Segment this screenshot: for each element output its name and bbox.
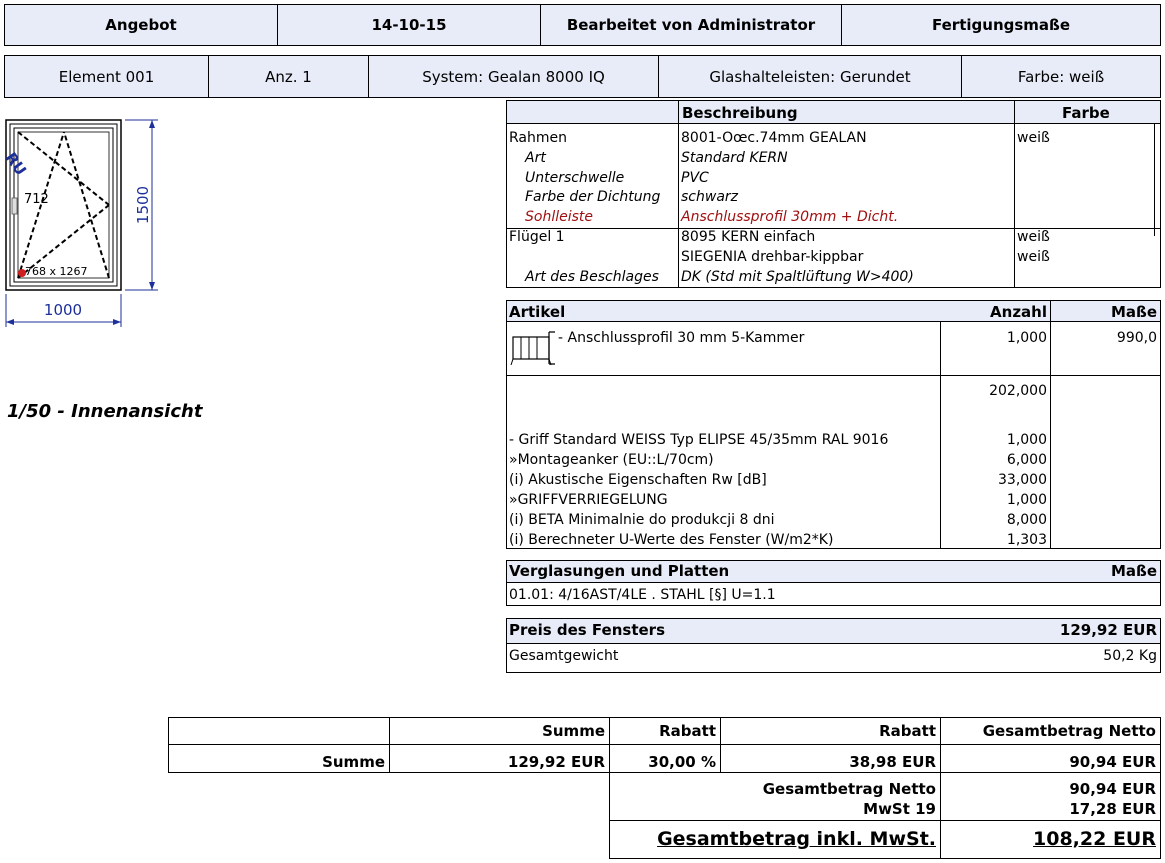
articles-row-rule (507, 375, 1160, 376)
desc-value-art-beschlag: DK (Std mit Spaltlüftung W>400) (681, 269, 914, 285)
header-measure-text: Fertigungsmaße (932, 16, 1070, 34)
desc-value-dichtung: schwarz (681, 189, 738, 205)
desc-label-fluegel: Flügel 1 (509, 229, 565, 245)
width-arrow-left-icon (6, 319, 14, 325)
info-glazing-beads-text: Glashalteleisten: Gerundet (709, 67, 911, 86)
article-item-beta-qty: 8,000 (1006, 512, 1047, 528)
summary-rabatt-pct: 30,00 % (648, 753, 716, 771)
header-date-text: 14-10-15 (371, 16, 447, 34)
summary-net: 90,94 EUR (1069, 753, 1156, 771)
glazing-title: Verglasungen und Platten (509, 562, 730, 580)
header-date (278, 5, 541, 45)
article-item-beta: (i) BETA Minimalnie do produkcji 8 dni (509, 512, 775, 528)
desc-label-sohlleiste: Sohlleiste (525, 209, 594, 225)
summary-col-rabatt-pct: Rabatt (659, 722, 716, 740)
article-item-griff: - Griff Standard WEISS Typ ELIPSE 45/35mm RAL 9016 (509, 432, 889, 448)
header-editor (541, 5, 842, 45)
desc-color-fluegel: weiß (1017, 229, 1050, 245)
price-label: Preis des Fensters (509, 621, 666, 639)
totals-net-value: 90,94 EUR (1069, 780, 1156, 798)
weight-label: Gesamtgewicht (509, 648, 619, 664)
profile-name: - Anschlussprofil 30 mm 5-Kammer (558, 330, 805, 346)
desc-label-art: Art (525, 150, 546, 166)
description-col-rule-3 (1154, 123, 1155, 236)
summary-row-label: Summe (322, 753, 385, 771)
articles-col-size: Maße (1110, 303, 1157, 321)
article-item-anker-qty: 6,000 (1006, 452, 1047, 468)
width-arrow-right-icon (113, 319, 121, 325)
desc-value-art: Standard KERN (681, 150, 788, 166)
glazing-value: 01.01: 4/16AST/4LE . STAHL [§] U=1.1 (509, 587, 776, 603)
summary-col-net: Gesamtbetrag Netto (982, 722, 1156, 740)
header-offer (5, 5, 278, 45)
summary-col-sum: Summe (542, 722, 605, 740)
desc-color-beschlag: weiß (1017, 249, 1050, 265)
article-item-uwert-qty: 1,303 (1006, 532, 1047, 548)
articles-col-article: Artikel (509, 303, 566, 321)
header-editor-text: Bearbeitet von Administrator (566, 16, 816, 34)
articles-total-qty: 202,000 (989, 383, 1047, 399)
totals-gross-label: Gesamtbetrag inkl. MwSt. (657, 828, 936, 850)
totals-vat-label: MwSt 19 (863, 800, 936, 818)
totals-vat-value: 17,28 EUR (1069, 800, 1156, 818)
info-element (5, 56, 209, 97)
article-item-anker: »Montageanker (EU::L/70cm) (509, 452, 714, 468)
desc-label-art-beschlag: Art des Beschlages (525, 269, 659, 285)
height-arrow-top-icon (149, 120, 155, 128)
article-item-verriegelung-qty: 1,000 (1006, 492, 1047, 508)
summary-header-rule (169, 744, 1160, 745)
article-item-griff-qty: 1,000 (1006, 432, 1047, 448)
summary-sum: 129,92 EUR (507, 753, 605, 771)
width-label: 1000 (43, 301, 83, 319)
header-offer-text: Angebot (105, 16, 177, 34)
height-arrow-bottom-icon (149, 282, 155, 290)
description-col-rule-1 (678, 101, 679, 287)
info-qty (209, 56, 369, 97)
profile-icon (510, 328, 558, 368)
article-item-akustik-qty: 33,000 (998, 472, 1047, 488)
description-header-rule (507, 123, 1160, 124)
totals-gross-value: 108,22 EUR (1033, 828, 1156, 850)
desc-value-fluegel: 8095 KERN einfach (681, 229, 816, 245)
desc-value-sohlleiste: Anschlussprofil 30mm + Dicht. (681, 209, 899, 225)
info-system-text: System: Gealan 8000 IQ (422, 67, 605, 86)
article-item-akustik: (i) Akustische Eigenschaften Rw [dB] (509, 472, 767, 488)
summary-col-rabatt-eur: Rabatt (879, 722, 936, 740)
desc-label-rahmen: Rahmen (509, 130, 567, 146)
header-measure (842, 5, 1160, 45)
height-label: 1500 (134, 185, 152, 225)
view-label: 1/50 - Innenansicht (7, 401, 203, 422)
profile-qty: 1,000 (1006, 330, 1047, 346)
articles-col-qty: Anzahl (990, 303, 1047, 321)
info-glazing-beads (659, 56, 962, 97)
glazing-header-rule (507, 582, 1160, 583)
desc-color-rahmen: weiß (1017, 130, 1050, 146)
info-qty-text: Anz. 1 (265, 67, 312, 86)
desc-value-unterschwelle: PVC (681, 170, 709, 186)
article-item-uwert: (i) Berechneter U-Werte des Fenster (W/m2*K) (509, 532, 834, 548)
summary-rabatt-eur: 38,98 EUR (849, 753, 936, 771)
desc-value-rahmen: 8001-Oœc.74mm GEALAN (681, 130, 867, 146)
window-drawing (0, 110, 175, 330)
description-row-rule (507, 228, 1160, 229)
info-color (962, 56, 1160, 97)
totals-rule (610, 820, 1160, 821)
description-col-rule-2 (1014, 101, 1015, 287)
description-col-desc: Beschreibung (682, 104, 798, 122)
handle-height-label: 712 (24, 192, 49, 207)
totals-net-label: Gesamtbetrag Netto (762, 780, 936, 798)
description-col-color: Farbe (1062, 104, 1110, 122)
price-header-rule (507, 643, 1160, 644)
desc-value-beschlag: SIEGENIA drehbar-kippbar (681, 249, 864, 265)
handle-icon (12, 198, 17, 214)
price-value: 129,92 EUR (1059, 621, 1157, 639)
tilt-line-right (64, 132, 109, 278)
info-element-text: Element 001 (58, 67, 155, 86)
profile-size: 990,0 (1116, 330, 1157, 346)
weight-value: 50,2 Kg (1103, 648, 1157, 664)
glass-size-label: 768 x 1267 (25, 265, 88, 278)
desc-label-dichtung: Farbe der Dichtung (525, 189, 661, 205)
sash-label: RU (1, 149, 30, 179)
info-color-text: Farbe: weiß (1017, 67, 1105, 86)
info-system (369, 56, 659, 97)
article-item-verriegelung: »GRIFFVERRIEGELUNG (509, 492, 668, 508)
desc-label-unterschwelle: Unterschwelle (525, 170, 625, 186)
glazing-col-size: Maße (1110, 562, 1157, 580)
